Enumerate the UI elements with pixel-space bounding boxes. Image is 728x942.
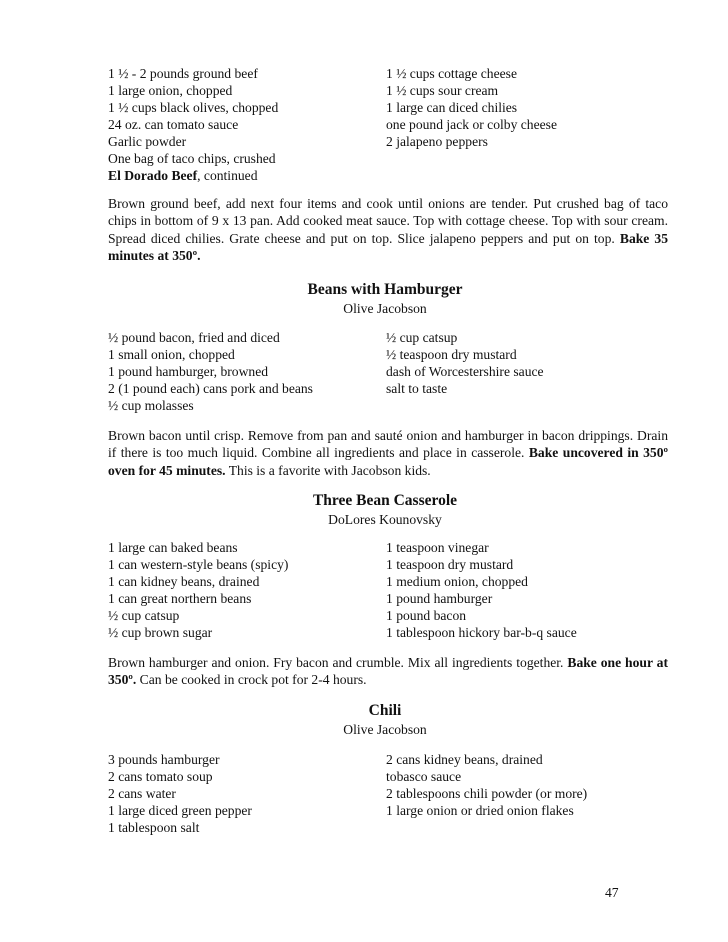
ingredient: 1 large onion or dried onion flakes	[386, 803, 574, 818]
ingredient: 2 (1 pound each) cans pork and beans	[108, 381, 313, 396]
ingredient: One bag of taco chips, crushed	[108, 151, 276, 166]
ingredient: 1 teaspoon dry mustard	[386, 557, 514, 572]
ingredient: 1 small onion, chopped	[108, 347, 235, 362]
ingredient: 1 pound hamburger	[386, 591, 493, 606]
ingredients-left-column	[108, 65, 386, 167]
ingredient: one pound jack or colby cheese	[386, 117, 557, 132]
ingredient: 1 large diced green pepper	[108, 803, 252, 818]
directions-bold-text: Bake uncovered in 350º oven for 45 minutes.	[108, 445, 669, 478]
ingredient: tobasco sauce	[386, 769, 462, 784]
ingredient: 1 medium onion, chopped	[386, 574, 528, 589]
ingredient: 1 ½ cups black olives, chopped	[108, 100, 279, 115]
ingredients-left-column	[108, 751, 386, 836]
recipe-title: Chili	[368, 702, 402, 719]
directions-bold-text: Bake 35 minutes at 350º.	[108, 230, 668, 263]
ingredient: 1 large can diced chilies	[386, 100, 518, 115]
ingredient: Garlic powder	[108, 134, 187, 149]
ingredient: 2 jalapeno peppers	[386, 134, 488, 149]
ingredient: 1 pound bacon	[386, 608, 467, 623]
directions-bold-text: Bake one hour at 350º.	[108, 655, 669, 688]
recipe-title-continued: El Dorado Beef	[108, 168, 198, 183]
ingredient: 1 tablespoon hickory bar-b-q sauce	[386, 625, 577, 640]
ingredient: ½ cup brown sugar	[108, 625, 213, 640]
ingredient: 2 tablespoons chili powder (or more)	[386, 786, 588, 801]
ingredient: 1 can western-style beans (spicy)	[108, 557, 289, 572]
ingredient: ½ cup catsup	[386, 330, 458, 345]
page-number: 47	[605, 885, 619, 900]
ingredient: 24 oz. can tomato sauce	[108, 117, 239, 132]
ingredient: 1 large can baked beans	[108, 540, 238, 555]
directions-text-after: Can be cooked in crock pot for 2-4 hours.	[136, 672, 367, 688]
ingredient: 1 can great northern beans	[108, 591, 252, 606]
ingredient: 1 can kidney beans, drained	[108, 574, 260, 589]
ingredient: 1 large onion, chopped	[108, 83, 233, 98]
directions-el-dorado-beef	[108, 195, 668, 264]
ingredient: salt to taste	[386, 381, 448, 396]
ingredient: ½ cup molasses	[108, 398, 194, 413]
ingredient: ½ teaspoon dry mustard	[386, 347, 517, 362]
recipe-title: Beans with Hamburger	[307, 281, 463, 298]
ingredient: ½ cup catsup	[108, 608, 180, 623]
ingredient: 1 ½ - 2 pounds ground beef	[108, 66, 258, 81]
ingredient: 1 tablespoon salt	[108, 820, 200, 835]
ingredient: 1 pound hamburger, browned	[108, 364, 269, 379]
ingredient: 2 cans tomato soup	[108, 769, 213, 784]
ingredient: 1 teaspoon vinegar	[386, 540, 489, 555]
ingredient: 2 cans kidney beans, drained	[386, 752, 543, 767]
directions-text: Brown bacon until crisp. Remove from pan and sauté onion and hamburger in bacon drippings. Drain if there is too much liquid. Combine all ingredients and place in casserole.	[108, 428, 668, 461]
continued-suffix: , continued	[197, 168, 258, 183]
ingredient: dash of Worcestershire sauce	[386, 364, 544, 379]
ingredient: ½ pound bacon, fried and diced	[108, 330, 280, 345]
directions-text: Brown hamburger and onion. Fry bacon and crumble. Mix all ingredients together.	[108, 655, 568, 670]
directions-three-bean-casserole	[108, 654, 668, 689]
ingredients-left-column	[108, 539, 386, 641]
ingredients-beans-with-hamburger	[108, 329, 668, 414]
recipe-author: DoLores Kounovsky	[328, 512, 442, 527]
ingredient: 1 ½ cups cottage cheese	[386, 66, 517, 81]
ingredients-right-column	[386, 65, 668, 167]
ingredient: 1 ½ cups sour cream	[386, 83, 499, 98]
ingredients-right-column	[386, 751, 668, 836]
ingredient: 3 pounds hamburger	[108, 752, 220, 767]
ingredient: 2 cans water	[108, 786, 176, 801]
ingredients-el-dorado-beef	[108, 65, 668, 184]
ingredients-right-column	[386, 329, 668, 414]
ingredients-chili	[108, 751, 668, 836]
ingredients-three-bean-casserole	[108, 539, 668, 641]
recipe-title: Three Bean Casserole	[312, 492, 458, 509]
recipe-author: Olive Jacobson	[343, 301, 427, 316]
directions-beans-with-hamburger	[108, 427, 668, 479]
continued-label	[108, 167, 668, 184]
recipe-author: Olive Jacobson	[343, 722, 427, 737]
ingredients-right-column	[386, 539, 668, 641]
ingredients-left-column	[108, 329, 386, 414]
directions-text: Brown ground beef, add next four items and cook until onions are tender. Put crushed bag of taco chips in bottom of 9 x 13 pan. Add cooked meat sauce. Top with cottage cheese. Top with sour cream. Spread diced chilies. Grate cheese and put on top. Slice jalapeno peppers and put on top.	[108, 196, 668, 246]
directions-text-after: This is a favorite with Jacobson kids.	[225, 462, 431, 478]
